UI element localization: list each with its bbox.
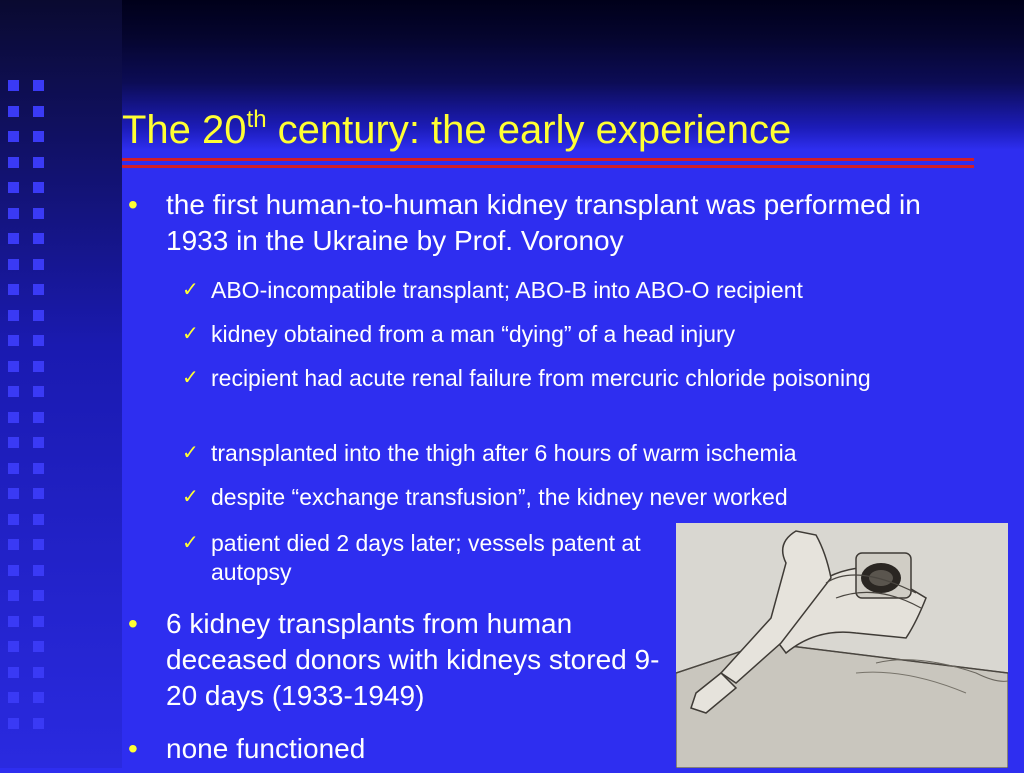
decorative-square bbox=[33, 80, 44, 91]
decorative-square bbox=[33, 539, 44, 550]
decorative-square bbox=[8, 718, 19, 729]
sub-bullet-death bbox=[182, 529, 652, 587]
check-icon: ✓ bbox=[182, 323, 199, 345]
title-superscript: th bbox=[246, 106, 267, 133]
decorative-square bbox=[8, 182, 19, 193]
bullet-dot: • bbox=[128, 189, 138, 220]
left-decorative-strip bbox=[0, 0, 122, 768]
bullet-text: 6 kidney transplants from human deceased donors with kidneys stored 9-20 days (1933-1949) bbox=[166, 608, 660, 711]
decorative-square bbox=[8, 259, 19, 270]
sub-bullet-text: recipient had acute renal failure from mercuric chloride poisoning bbox=[211, 365, 871, 391]
decorative-square bbox=[33, 412, 44, 423]
decorative-square bbox=[33, 361, 44, 372]
decorative-square bbox=[33, 565, 44, 576]
decorative-square bbox=[33, 616, 44, 627]
decorative-square bbox=[33, 590, 44, 601]
decorative-square bbox=[33, 335, 44, 346]
bullet-text: the first human-to-human kidney transplant was performed in 1933 in the Ukraine by Prof. Voronoy bbox=[166, 189, 921, 256]
decorative-square bbox=[8, 667, 19, 678]
check-icon: ✓ bbox=[182, 442, 199, 464]
decorative-square bbox=[8, 514, 19, 525]
decorative-square bbox=[8, 641, 19, 652]
bullet-dot: • bbox=[128, 608, 138, 639]
sub-bullet-text: kidney obtained from a man “dying” of a head injury bbox=[211, 321, 736, 347]
decorative-square bbox=[8, 463, 19, 474]
check-icon: ✓ bbox=[182, 532, 199, 554]
decorative-square bbox=[8, 386, 19, 397]
decorative-square bbox=[8, 692, 19, 703]
check-icon: ✓ bbox=[182, 367, 199, 389]
decorative-square bbox=[8, 539, 19, 550]
bullet-none-functioned bbox=[128, 731, 668, 767]
decorative-square bbox=[8, 590, 19, 601]
sub-bullet-text: transplanted into the thigh after 6 hours of warm ischemia bbox=[211, 440, 797, 466]
decorative-square bbox=[8, 437, 19, 448]
sub-bullet-donor bbox=[182, 320, 972, 349]
decorative-square bbox=[8, 335, 19, 346]
decorative-square bbox=[8, 361, 19, 372]
check-icon: ✓ bbox=[182, 279, 199, 301]
decorative-square bbox=[8, 488, 19, 499]
decorative-square bbox=[33, 284, 44, 295]
decorative-square bbox=[8, 80, 19, 91]
decorative-square bbox=[8, 106, 19, 117]
decorative-square bbox=[8, 131, 19, 142]
decorative-square bbox=[33, 208, 44, 219]
title-rule-top bbox=[122, 158, 974, 161]
sub-bullet-thigh bbox=[182, 439, 972, 468]
sub-bullet-recipient bbox=[182, 364, 942, 393]
decorative-square bbox=[8, 284, 19, 295]
decorative-square bbox=[8, 310, 19, 321]
decorative-square bbox=[8, 412, 19, 423]
leg-sketch-icon bbox=[676, 523, 1008, 768]
sub-bullet-text: despite “exchange transfusion”, the kidney never worked bbox=[211, 484, 788, 510]
decorative-square bbox=[8, 565, 19, 576]
bullet-text: none functioned bbox=[166, 733, 366, 764]
decorative-square bbox=[33, 233, 44, 244]
decorative-square bbox=[8, 208, 19, 219]
slide-title: The 20th century: the early experience bbox=[122, 106, 792, 152]
sub-bullet-transfusion bbox=[182, 483, 972, 512]
decorative-square bbox=[33, 692, 44, 703]
decorative-square bbox=[33, 667, 44, 678]
title-rule-bottom bbox=[122, 165, 974, 168]
sub-bullet-text: patient died 2 days later; vessels patent at autopsy bbox=[211, 530, 641, 585]
decorative-square bbox=[33, 386, 44, 397]
sub-bullet-text: ABO-incompatible transplant; ABO-B into ABO-O recipient bbox=[211, 277, 803, 303]
decorative-square bbox=[33, 182, 44, 193]
decorative-square bbox=[33, 131, 44, 142]
decorative-square bbox=[33, 514, 44, 525]
decorative-square bbox=[33, 437, 44, 448]
decorative-square bbox=[8, 157, 19, 168]
decorative-square bbox=[8, 616, 19, 627]
decorative-square bbox=[8, 233, 19, 244]
decorative-square bbox=[33, 641, 44, 652]
decorative-square bbox=[33, 463, 44, 474]
leg-transplant-illustration bbox=[676, 523, 1008, 768]
bullet-deceased-donors bbox=[128, 606, 668, 714]
bullet-first-transplant bbox=[128, 187, 928, 259]
decorative-square bbox=[33, 259, 44, 270]
check-icon: ✓ bbox=[182, 486, 199, 508]
sub-bullet-abo bbox=[182, 276, 972, 305]
decorative-square bbox=[33, 106, 44, 117]
decorative-square bbox=[33, 157, 44, 168]
bullet-dot: • bbox=[128, 733, 138, 764]
decorative-square bbox=[33, 488, 44, 499]
decorative-square bbox=[33, 718, 44, 729]
decorative-square bbox=[33, 310, 44, 321]
